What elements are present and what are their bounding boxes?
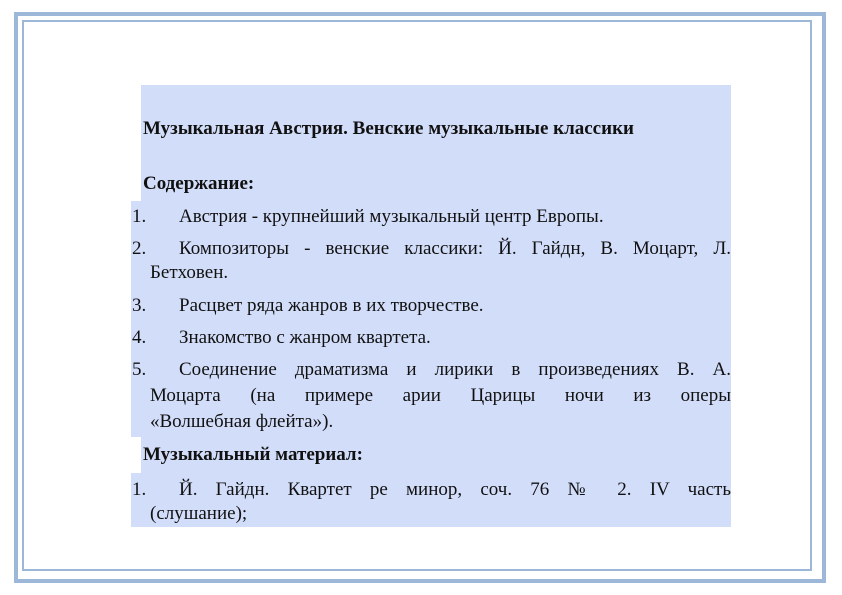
- contents-item-text: Соединение драматизма и лирики в произведениях В. А.: [179, 359, 731, 380]
- material-item-number: 1.: [132, 479, 147, 500]
- contents-item-text: Знакомство с жанром квартета.: [179, 327, 431, 348]
- contents-item-text-continued: Бетховен.: [150, 262, 229, 283]
- contents-item-number: 5.: [132, 359, 147, 380]
- contents-item-text: Расцвет ряда жанров в их творчестве.: [179, 295, 484, 316]
- contents-item-number: 2.: [132, 238, 147, 259]
- contents-item-text: Композиторы - венские классики: Й. Гайдн, В. Моцарт, Л.: [179, 238, 731, 259]
- document-title: Музыкальная Австрия. Венские музыкальные классики: [143, 118, 634, 139]
- contents-item-number: 1.: [132, 206, 147, 227]
- contents-item-number: 3.: [132, 295, 147, 316]
- material-heading: Музыкальный материал:: [143, 444, 363, 465]
- contents-item-number: 4.: [132, 327, 147, 348]
- material-item-text-continued: (слушание);: [150, 503, 248, 524]
- contents-item-text-continued: «Волшебная флейта»).: [150, 411, 334, 432]
- material-item-text: Й. Гайдн. Квартет ре минор, соч. 76 № 2. IV часть: [179, 479, 731, 500]
- contents-item-text-continued: Моцарта (на примере арии Царицы ночи из оперы: [150, 385, 731, 406]
- contents-heading: Содержание:: [143, 173, 255, 194]
- contents-item-text: Австрия - крупнейший музыкальный центр Европы.: [179, 206, 604, 227]
